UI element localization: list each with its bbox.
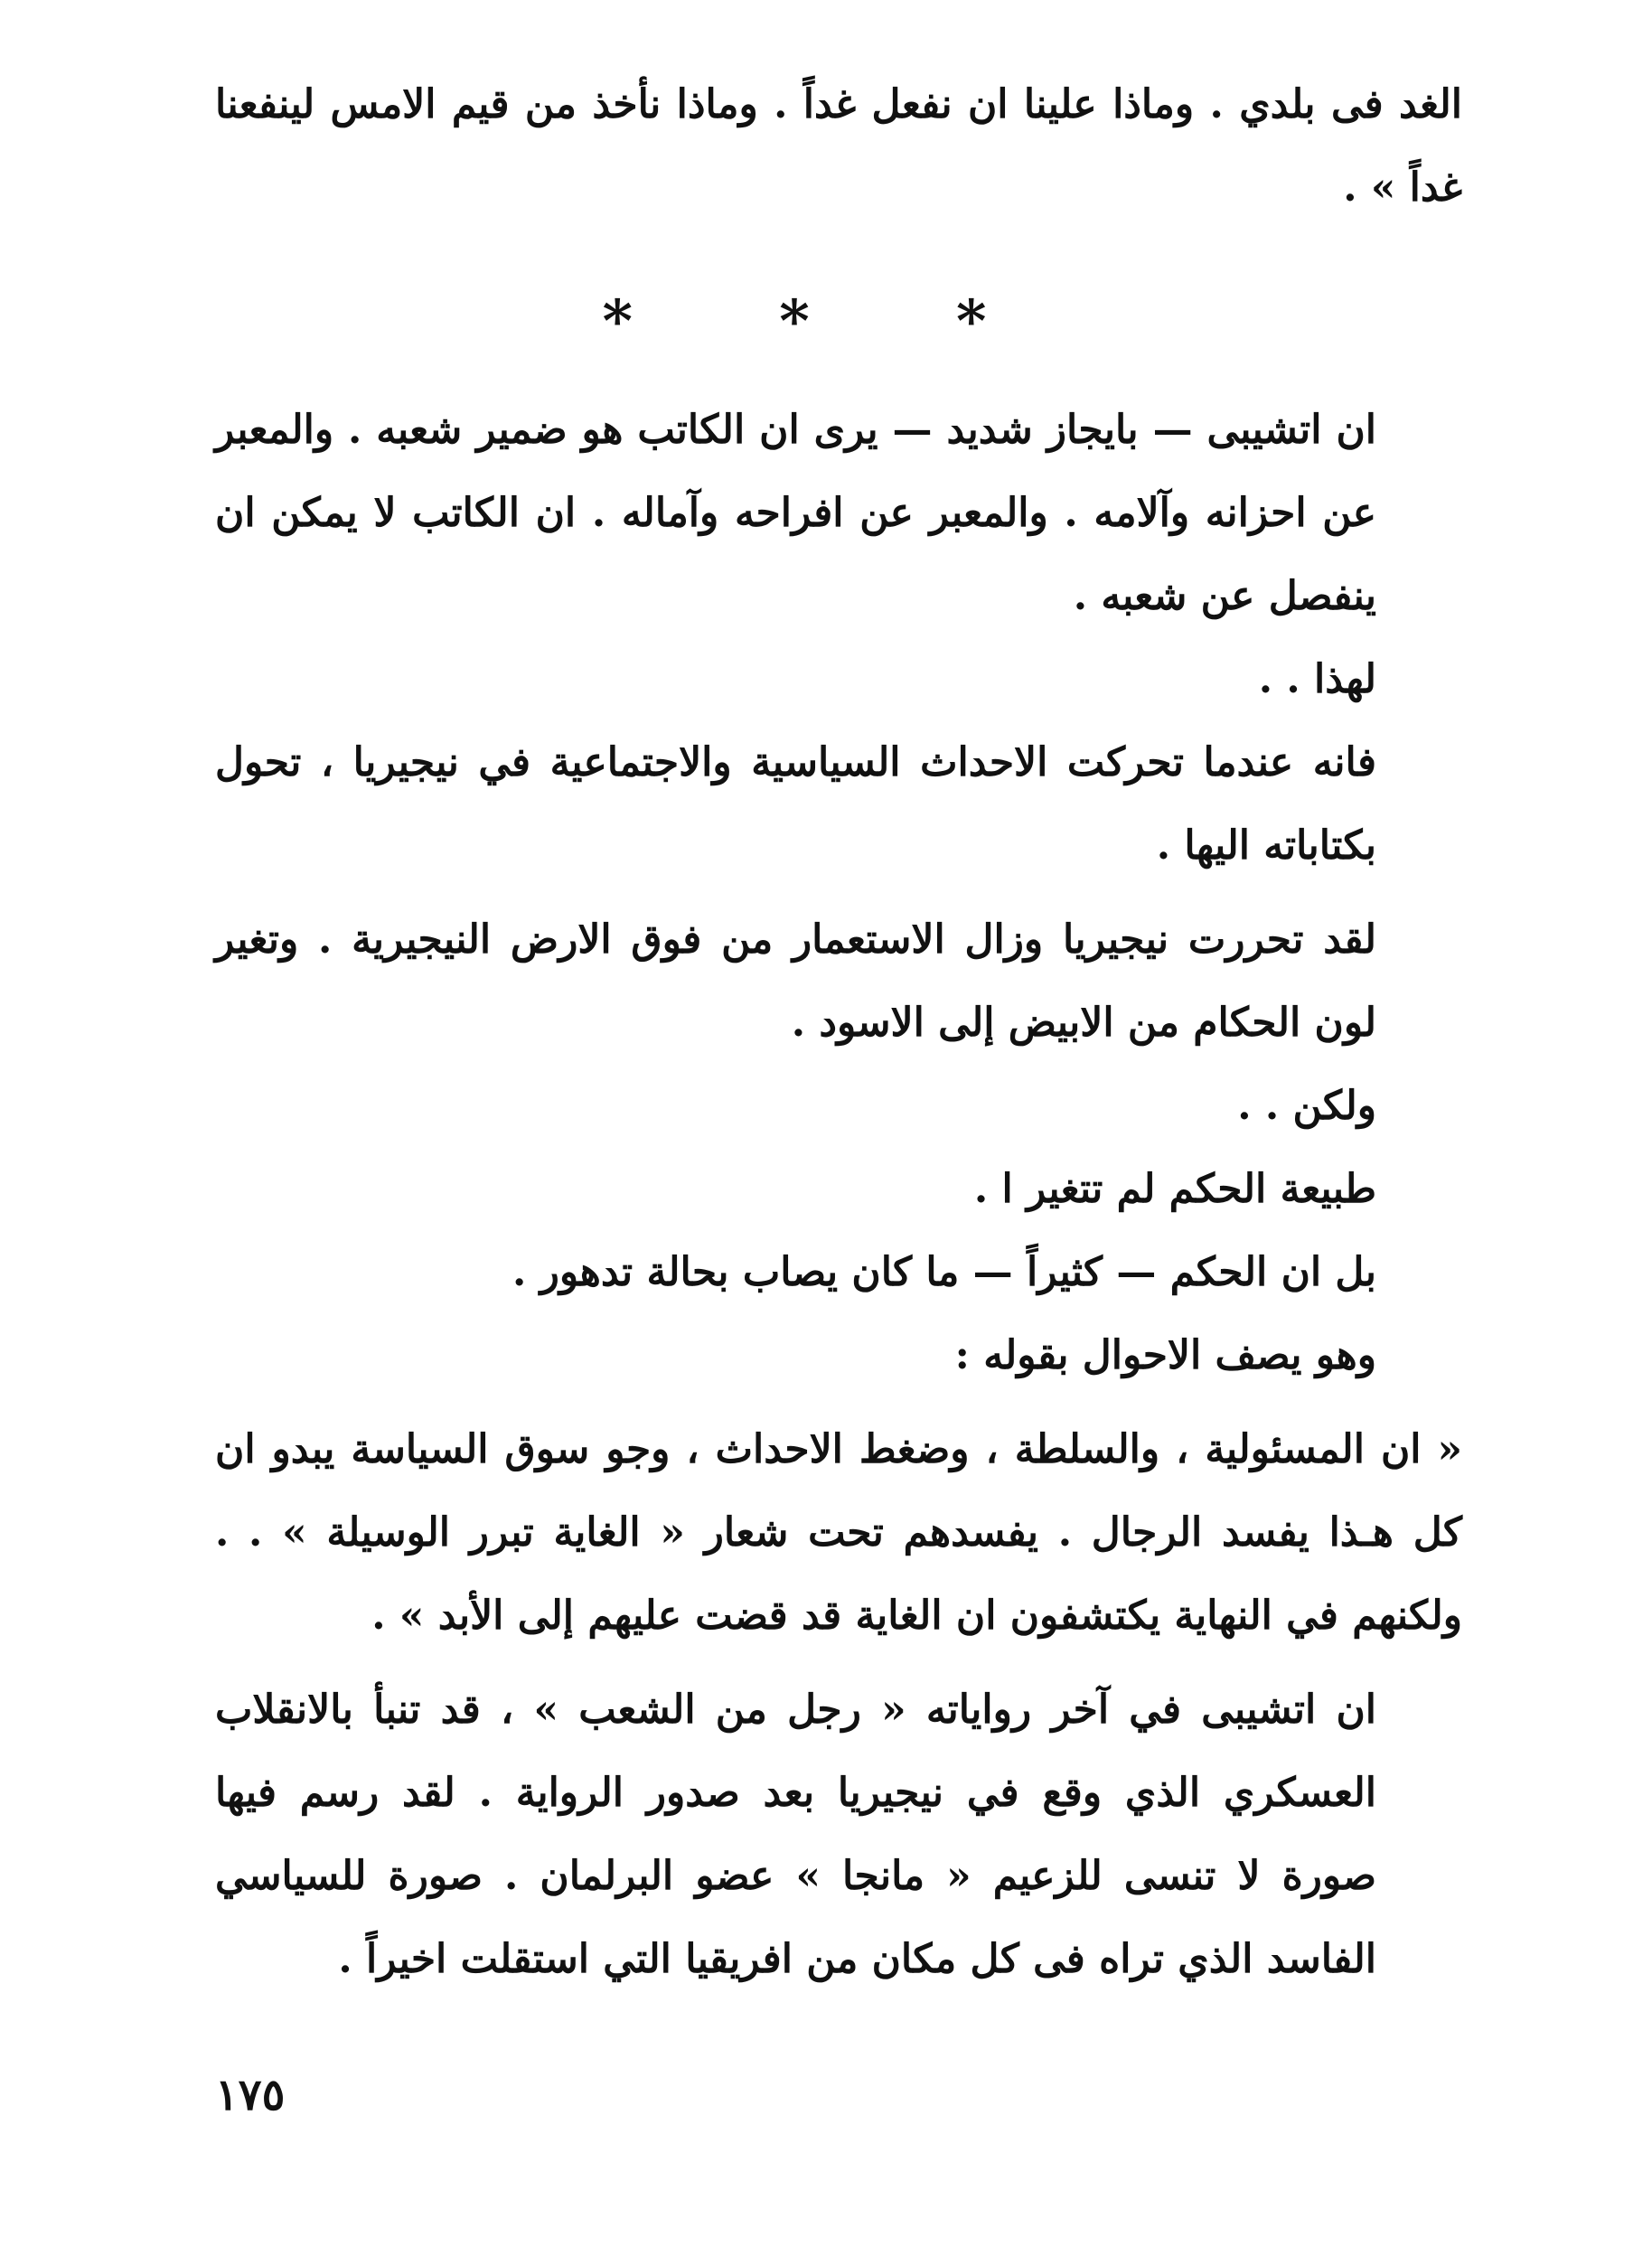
page-number: ١٧٥ [215,2070,286,2120]
paragraph-man-of-the-people: ان اتشيبى في آخر رواياته « رجل من الشعب » ، قد تنبأ بالانقلاب العسكري الذي وقع في نيجيريا بعد صدور الرواية . لقد رسم فيها صورة لا تنسى للزعيم « مانجا » عضو البرلمان . صورة للسياسي الفاسد الذي تراه فى كل مكان من افريقيا التي استقلت اخيراً . [215,1687,1376,1982]
paragraph-but: ولكن . . [1237,1083,1376,1129]
paragraph-quotation: « ان المسئولية ، والسلطة ، وضغط الاحداث ، وجو سوق السياسة يبدو ان كل هـذا يفسد الرجال . يفسدهم تحت شعار « الغاية تبرر الوسيلة » . . ولكنهم في النهاية يكتشفون ان الغاية قد قضت عليهم إلى الأبد » . [215,1426,1462,1639]
body-text-block [215,389,1462,2001]
opening-paragraph-block [215,63,1462,230]
paragraph-writer-conscience: ان اتشيبى — بايجاز شديد — يرى ان الكاتب هو ضمير شعبه . والمعبر عن احزانه وآلامه . والمعبر عن افراحه وآماله . ان الكاتب لا يمكن ان ينفصل عن شعبه . [215,407,1376,619]
paragraph-nature-of-rule: طبيعة الحكم لم تتغير ا . [973,1166,1376,1212]
paragraph-therefore: لهذا . . [1258,656,1376,702]
paragraph-deterioration: بل ان الحكم — كثيراً — ما كان يصاب بحالة تدهور . [512,1249,1376,1295]
paragraph-continuation: الغد فى بلدي . وماذا علينا ان نفعل غداً . وماذا نأخذ من قيم الامس لينفعنا غداً » . [215,81,1462,211]
section-separator: * * * [602,287,1050,355]
paragraph-events-nigeria: فانه عندما تحركت الاحداث السياسية والاجتماعية في نيجيريا ، تحول بكتاباته اليها . [215,739,1376,869]
paragraph-he-describes: وهو يصف الاحوال بقوله : [954,1332,1376,1378]
paragraph-independence: لقد تحررت نيجيريا وزال الاستعمار من فوق الارض النيجيرية . وتغير لون الحكام من الابيض إلى الاسود . [215,916,1376,1046]
